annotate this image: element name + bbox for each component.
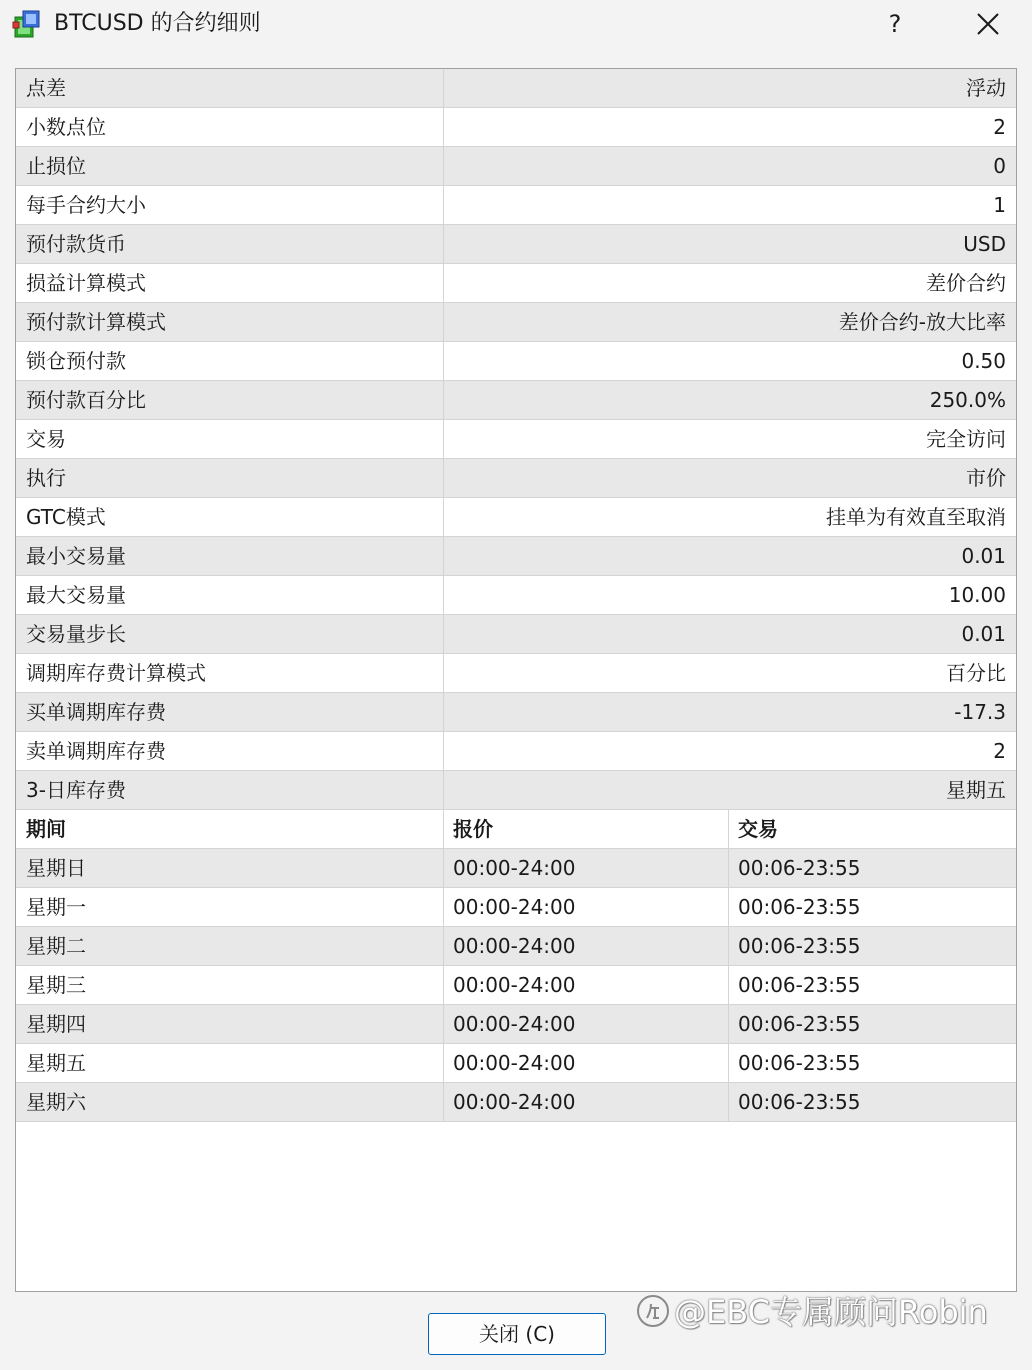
spec-row[interactable] (16, 693, 1016, 732)
spec-value: 0.01 (961, 544, 1006, 568)
spec-row[interactable] (16, 654, 1016, 693)
spec-value: 0 (993, 154, 1006, 178)
schedule-row[interactable] (16, 1083, 1016, 1122)
spec-row[interactable] (16, 615, 1016, 654)
spec-label: 调期库存费计算模式 (16, 654, 444, 692)
spec-row[interactable] (16, 771, 1016, 810)
spec-label: 点差 (16, 69, 444, 107)
spec-row[interactable] (16, 381, 1016, 420)
spec-label: 小数点位 (16, 108, 444, 146)
mt4-terminal-icon (12, 8, 44, 40)
spec-label: 预付款百分比 (16, 381, 444, 419)
spec-row[interactable] (16, 537, 1016, 576)
spec-label: GTC模式 (16, 498, 444, 536)
schedule-row[interactable] (16, 888, 1016, 927)
title-bar[interactable] (0, 0, 1032, 50)
schedule-header-period: 期间 (16, 810, 444, 848)
spec-label: 锁仓预付款 (16, 342, 444, 380)
spec-value: 星期五 (946, 778, 1006, 802)
spec-row[interactable] (16, 576, 1016, 615)
spec-label: 预付款货币 (16, 225, 444, 263)
schedule-header-row (16, 810, 1016, 849)
schedule-row[interactable] (16, 1005, 1016, 1044)
schedule-row[interactable] (16, 849, 1016, 888)
schedule-trade-hours: 00:06-23:55 (738, 1051, 861, 1075)
spec-label: 交易 (16, 420, 444, 458)
spec-label: 损益计算模式 (16, 264, 444, 302)
spec-row[interactable] (16, 342, 1016, 381)
close-button[interactable]: 关闭 (C) (428, 1313, 606, 1355)
schedule-trade-hours: 00:06-23:55 (738, 895, 861, 919)
close-icon (962, 4, 1012, 44)
spec-label: 预付款计算模式 (16, 303, 444, 341)
spec-label: 卖单调期库存费 (16, 732, 444, 770)
schedule-trade-hours: 00:06-23:55 (738, 1090, 861, 1114)
spec-label: 每手合约大小 (16, 186, 444, 224)
window-title: BTCUSD 的合约细则 (54, 11, 261, 36)
watermark-text: @EBC专属顾问Robin (674, 1293, 988, 1331)
spec-value: USD (963, 232, 1006, 256)
spec-row[interactable] (16, 264, 1016, 303)
schedule-trade-hours: 00:06-23:55 (738, 973, 861, 997)
spec-value: 0.01 (961, 622, 1006, 646)
spec-row[interactable] (16, 225, 1016, 264)
spec-value: 差价合约-放大比率 (838, 310, 1006, 334)
window-close-button[interactable] (962, 4, 1012, 44)
spec-label: 止损位 (16, 147, 444, 185)
spec-row[interactable] (16, 732, 1016, 771)
schedule-row[interactable] (16, 966, 1016, 1005)
schedule-trade-hours: 00:06-23:55 (738, 934, 861, 958)
schedule-day: 星期六 (16, 1083, 444, 1121)
spec-label: 执行 (16, 459, 444, 497)
spec-value: -17.3 (954, 700, 1006, 724)
spec-row[interactable] (16, 420, 1016, 459)
spec-label: 3-日库存费 (16, 771, 444, 809)
watermark (636, 1290, 988, 1334)
spec-value: 10.00 (948, 583, 1006, 607)
schedule-quote-hours: 00:00-24:00 (444, 927, 729, 965)
spec-value: 250.0% (929, 388, 1006, 412)
spec-row[interactable] (16, 459, 1016, 498)
schedule-quote-hours: 00:00-24:00 (444, 966, 729, 1004)
spec-row[interactable] (16, 108, 1016, 147)
spec-label: 交易量步长 (16, 615, 444, 653)
schedule-trade-hours: 00:06-23:55 (738, 856, 861, 880)
schedule-header-trade: 交易 (738, 817, 778, 841)
schedule-row[interactable] (16, 1044, 1016, 1083)
schedule-trade-hours: 00:06-23:55 (738, 1012, 861, 1036)
spec-label: 最小交易量 (16, 537, 444, 575)
schedule-day: 星期日 (16, 849, 444, 887)
schedule-quote-hours: 00:00-24:00 (444, 888, 729, 926)
spec-row[interactable] (16, 147, 1016, 186)
spec-value: 完全访问 (926, 427, 1006, 451)
spec-row[interactable] (16, 498, 1016, 537)
schedule-header-quote: 报价 (444, 810, 729, 848)
schedule-row[interactable] (16, 927, 1016, 966)
zhihu-logo-icon (636, 1294, 670, 1328)
spec-row[interactable] (16, 186, 1016, 225)
spec-value: 2 (993, 115, 1006, 139)
schedule-day: 星期一 (16, 888, 444, 926)
spec-rows (16, 69, 1016, 810)
schedule-day: 星期四 (16, 1005, 444, 1043)
schedule-day: 星期三 (16, 966, 444, 1004)
spec-value: 百分比 (946, 661, 1006, 685)
spec-value: 市价 (966, 466, 1006, 490)
schedule-quote-hours: 00:00-24:00 (444, 1005, 729, 1043)
spec-value: 浮动 (966, 76, 1006, 100)
spec-label: 最大交易量 (16, 576, 444, 614)
spec-value: 1 (993, 193, 1006, 217)
spec-value: 2 (993, 739, 1006, 763)
spec-label: 买单调期库存费 (16, 693, 444, 731)
schedule-day: 星期五 (16, 1044, 444, 1082)
schedule-quote-hours: 00:00-24:00 (444, 1044, 729, 1082)
schedule-quote-hours: 00:00-24:00 (444, 849, 729, 887)
schedule-rows (16, 849, 1016, 1122)
spec-value: 0.50 (961, 349, 1006, 373)
spec-value: 差价合约 (926, 271, 1006, 295)
spec-value: 挂单为有效直至取消 (826, 505, 1006, 529)
spec-row[interactable] (16, 303, 1016, 342)
schedule-day: 星期二 (16, 927, 444, 965)
spec-row[interactable] (16, 69, 1016, 108)
help-button[interactable]: ? (888, 10, 902, 38)
spec-table[interactable] (15, 68, 1017, 1292)
schedule-quote-hours: 00:00-24:00 (444, 1083, 729, 1121)
